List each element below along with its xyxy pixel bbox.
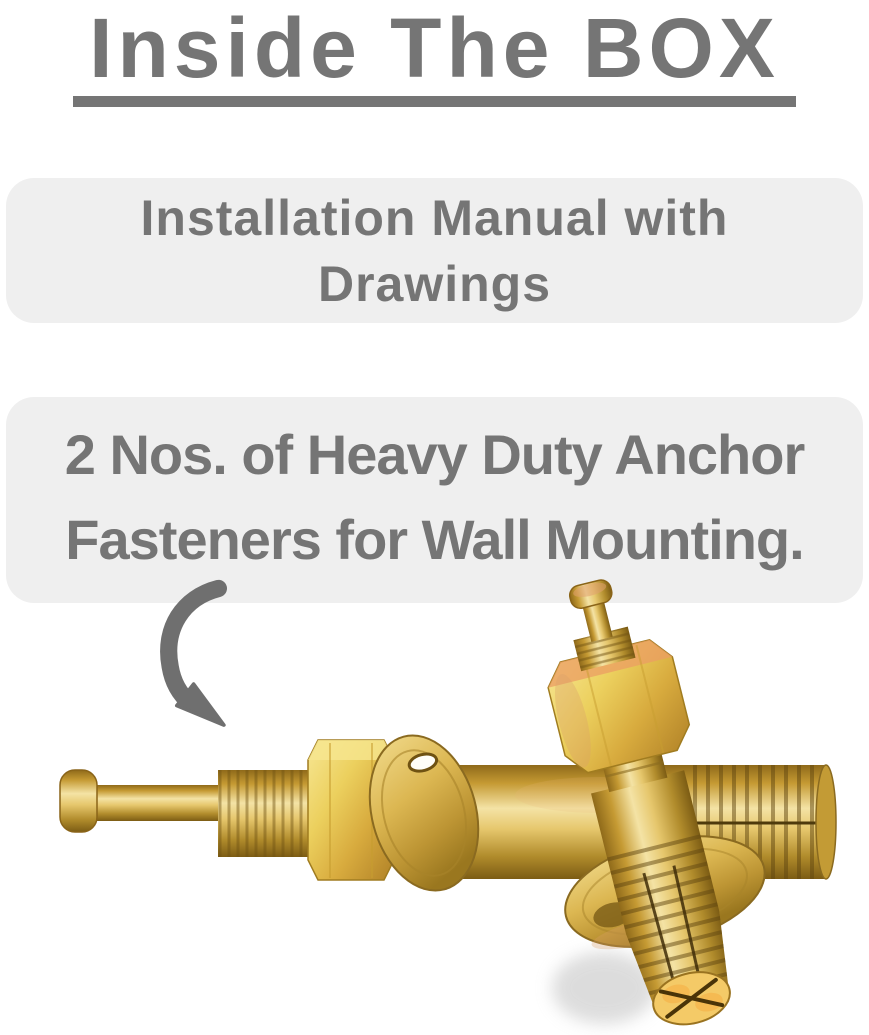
product-photo	[0, 560, 869, 1035]
info-box-manual	[6, 178, 863, 323]
pin-shaft	[90, 785, 226, 821]
info-box-fasteners-line2: Fasteners for Wall Mounting.	[65, 508, 804, 571]
curved-arrow-icon	[152, 578, 252, 738]
info-box-manual-line2: Drawings	[317, 256, 552, 312]
sleeve-end	[816, 765, 836, 879]
page-title	[0, 0, 869, 107]
info-box-manual-line1: Installation Manual with	[140, 190, 729, 246]
pin-head	[60, 770, 97, 832]
info-box-fasteners-line1: 2 Nos. of Heavy Duty Anchor	[64, 423, 805, 486]
page-title-text: Inside The BOX	[73, 2, 796, 107]
